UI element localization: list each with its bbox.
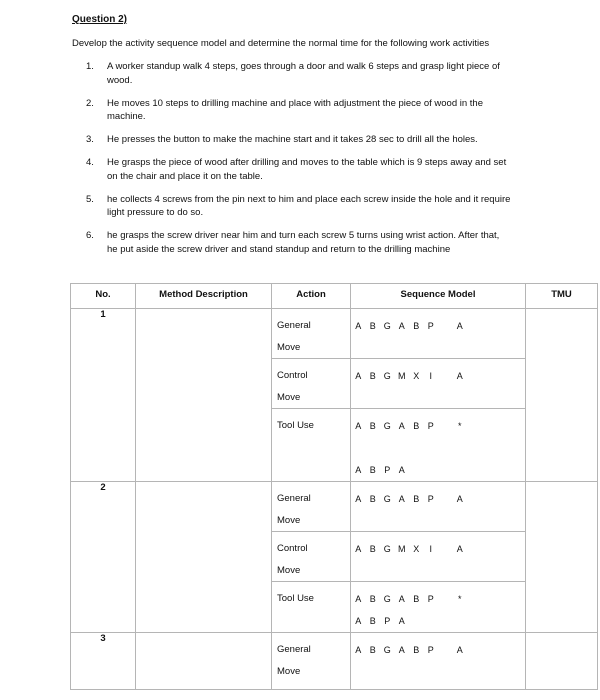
sequence-letter: B (413, 421, 420, 431)
sequence-letter: P (427, 321, 434, 331)
task-text-line: he collects 4 screws from the pin next to him and place each screw inside the hole and it require (107, 193, 511, 205)
task-item (86, 97, 536, 124)
action-section (272, 582, 350, 632)
sequence-model-cell (351, 482, 526, 633)
action-section (272, 309, 350, 359)
header-method-description: Method Description (136, 284, 272, 309)
sequence-letter: A (355, 371, 362, 381)
header-no: No. (71, 284, 136, 309)
action-label: Tool Use (277, 593, 314, 604)
table-row (71, 482, 598, 633)
sequence-section (351, 409, 525, 481)
action-label: General (277, 493, 311, 504)
sequence-letter: I (429, 544, 432, 554)
sequence-letter: A (355, 465, 362, 475)
task-item (86, 229, 536, 256)
sequence-letter: B (369, 594, 376, 604)
action-label: Move (277, 342, 301, 353)
method-description-cell[interactable] (136, 482, 272, 633)
sequence-letter: A (398, 421, 405, 431)
activity-table (70, 283, 598, 690)
sequence-letter: G (383, 645, 391, 655)
task-text-line: He moves 10 steps to drilling machine and place with adjustment the piece of wood in the (107, 97, 483, 109)
sequence-letter: X (413, 544, 420, 554)
sequence-letter: A (355, 494, 362, 504)
sequence-letter: P (384, 616, 391, 626)
sequence-letter: M (398, 544, 406, 554)
sequence-letter: X (413, 371, 420, 381)
sequence-model-cell (351, 633, 526, 690)
table-row (71, 633, 598, 690)
sequence-letter: A (456, 494, 463, 504)
sequence-letter: G (383, 321, 391, 331)
task-text-line: he put aside the screw driver and stand standup and return to the drilling machine (107, 243, 451, 255)
sequence-letter: B (369, 465, 376, 475)
sequence-letter: I (429, 371, 432, 381)
header-sequence-model: Sequence Model (351, 284, 526, 309)
sequence-letter: B (369, 494, 376, 504)
sequence-letter: A (398, 594, 405, 604)
task-item (86, 60, 536, 87)
task-text-line: he grasps the screw driver near him and turn each screw 5 turns using wrist action. After that, (107, 230, 500, 241)
action-label: Control (277, 370, 308, 381)
row-number: 2 (71, 482, 136, 633)
sequence-row (351, 588, 525, 610)
sequence-letter: B (413, 321, 420, 331)
sequence-letter: B (413, 494, 420, 504)
task-item (86, 193, 536, 220)
sequence-letter: A (355, 645, 362, 655)
sequence-letter: B (369, 616, 376, 626)
sequence-letter: A (355, 544, 362, 554)
action-cell (272, 633, 351, 690)
action-label: Move (277, 666, 301, 677)
sequence-letter: A (355, 321, 362, 331)
action-label: Move (277, 565, 301, 576)
action-label: General (277, 644, 311, 655)
sequence-letter: A (456, 321, 463, 331)
sequence-letter: A (398, 616, 405, 626)
sequence-letter: A (456, 544, 463, 554)
sequence-letter: M (398, 371, 406, 381)
action-section (272, 359, 350, 409)
task-text-line: A worker standup walk 4 steps, goes through a door and walk 6 steps and grasp light piece of (107, 61, 500, 72)
action-section (272, 633, 350, 689)
sequence-letter: B (413, 594, 420, 604)
sequence-row (351, 610, 525, 632)
task-item (86, 156, 536, 183)
sequence-letter: P (427, 594, 434, 604)
task-text-line: He grasps the piece of wood after drilling and moves to the table which is 9 steps away and set (107, 157, 507, 168)
sequence-letter: G (383, 594, 391, 604)
sequence-letter: B (413, 645, 420, 655)
task-number: 6. (86, 230, 94, 241)
sequence-letter: P (384, 465, 391, 475)
sequence-letter: B (369, 544, 376, 554)
task-number: 4. (86, 157, 94, 168)
sequence-section (351, 582, 525, 632)
header-action: Action (272, 284, 351, 309)
sequence-letter: A (456, 645, 463, 655)
task-number: 1. (86, 61, 94, 72)
action-section (272, 482, 350, 532)
sequence-row (351, 365, 525, 387)
sequence-row (351, 538, 525, 560)
sequence-letter: P (427, 645, 434, 655)
action-cell (272, 482, 351, 633)
task-list (86, 60, 536, 266)
sequence-section (351, 482, 525, 532)
task-text-line: light pressure to do so. (107, 207, 204, 218)
sequence-letter: B (369, 371, 376, 381)
tmu-cell[interactable] (526, 309, 598, 482)
action-label: General (277, 320, 311, 331)
sequence-letter: A (398, 494, 405, 504)
sequence-letter: A (355, 421, 362, 431)
sequence-letter: A (355, 594, 362, 604)
task-number: 5. (86, 193, 94, 205)
task-number: 3. (86, 134, 94, 145)
sequence-letter: * (457, 594, 462, 604)
sequence-letter: B (369, 321, 376, 331)
tmu-cell[interactable] (526, 633, 598, 690)
sequence-letter: * (457, 421, 462, 431)
tmu-cell[interactable] (526, 482, 598, 633)
action-label: Control (277, 543, 308, 554)
action-section (272, 532, 350, 582)
task-text-line: machine. (107, 111, 146, 122)
task-text-line: He presses the button to make the machine start and it takes 28 sec to drill all the holes. (107, 134, 478, 145)
sequence-letter: A (398, 645, 405, 655)
method-description-cell[interactable] (136, 309, 272, 482)
sequence-row (351, 415, 525, 437)
question-intro: Develop the activity sequence model and determine the normal time for the following work activities (72, 38, 490, 49)
sequence-letter: B (369, 645, 376, 655)
action-section (272, 409, 350, 481)
sequence-section (351, 532, 525, 582)
sequence-letter: P (427, 421, 434, 431)
sequence-letter: B (369, 421, 376, 431)
action-label: Tool Use (277, 420, 314, 431)
table-header-row (71, 284, 598, 309)
sequence-section (351, 359, 525, 409)
sequence-letter: G (383, 371, 391, 381)
sequence-letter: A (398, 465, 405, 475)
row-number: 3 (71, 633, 136, 690)
sequence-row (351, 315, 525, 337)
sequence-row (351, 437, 525, 459)
action-label: Move (277, 392, 301, 403)
sequence-row (351, 639, 525, 661)
sequence-letter: G (383, 421, 391, 431)
table-row (71, 309, 598, 482)
task-text-line: on the chair and place it on the table. (107, 170, 263, 182)
task-item (86, 133, 536, 147)
task-number: 2. (86, 97, 94, 109)
sequence-letter: G (383, 494, 391, 504)
sequence-row (351, 488, 525, 510)
header-tmu: TMU (526, 284, 598, 309)
sequence-section (351, 633, 525, 689)
sequence-model-cell (351, 309, 526, 482)
action-cell (272, 309, 351, 482)
sequence-row (351, 459, 525, 481)
question-title: Question 2) (72, 14, 128, 25)
sequence-letter: G (383, 544, 391, 554)
row-number: 1 (71, 309, 136, 482)
sequence-section (351, 309, 525, 359)
task-text-line: wood. (107, 74, 133, 86)
sequence-letter: P (427, 494, 434, 504)
sequence-letter: A (456, 371, 463, 381)
sequence-letter: A (355, 616, 362, 626)
sequence-letter: A (398, 321, 405, 331)
action-label: Move (277, 515, 301, 526)
method-description-cell[interactable] (136, 633, 272, 690)
